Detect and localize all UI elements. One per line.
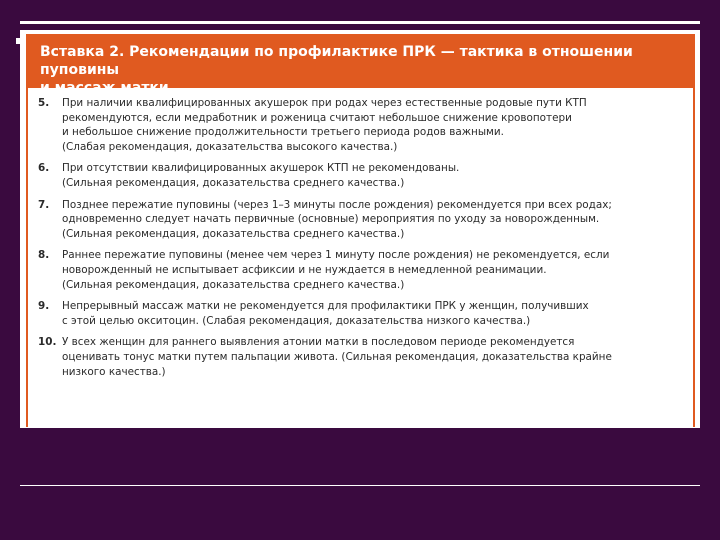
recommendation-text-line: с этой целью окситоцин. (Слабая рекомендация, доказательства низкого качества.) [62, 314, 531, 327]
recommendation-text-line: (Сильная рекомендация, доказательства среднего качества.) [62, 227, 405, 240]
recommendation-text-line: У всех женщин для раннего выявления атонии матки в последовом периоде рекомендуется [62, 336, 575, 349]
bullet-marker [16, 38, 22, 44]
recommendation-text [62, 248, 679, 292]
recommendations-list [28, 88, 693, 379]
recommendation-text-line: (Сильная рекомендация, доказательства среднего качества.) [62, 176, 405, 189]
recommendation-text [62, 161, 679, 190]
recommendation-text-line: Раннее пережатие пуповины (менее чем через 1 минуту после рождения) не рекомендуется, если [62, 249, 610, 262]
recommendation-number: 6. [38, 162, 50, 175]
recommendation-text-line: (Слабая рекомендация, доказательства высокого качества.) [62, 140, 398, 153]
recommendation-text-line: Непрерывный массаж матки не рекомендуется для профилактики ПРК у женщин, получивших [62, 300, 589, 313]
recommendation-text-line: При отсутствии квалифицированных акушерок КТП не рекомендованы. [62, 162, 460, 175]
recommendation-text-line: При наличии квалифицированных акушерок при родах через естественные родовые пути КТП [62, 97, 587, 109]
recommendations-box [26, 34, 695, 427]
recommendation-text [62, 299, 679, 328]
recommendation-item [38, 299, 679, 328]
recommendation-text-line: новорожденный не испытывает асфиксии и не нуждается в немедленной реанимации. [62, 263, 547, 276]
recommendation-item [38, 335, 679, 379]
recommendation-number: 7. [38, 198, 50, 211]
recommendation-item [38, 198, 679, 242]
recommendation-text-line: рекомендуются, если медработник и роженица считают небольшое снижение кровопотери [62, 111, 572, 124]
recommendation-text-line: Позднее пережатие пуповины (через 1–3 минуты после рождения) рекомендуется при всех родах; [62, 198, 612, 211]
recommendation-text-line: и небольшое снижение продолжительности третьего периода родов важными. [62, 126, 504, 139]
recommendation-item [38, 248, 679, 292]
recommendation-text-line: оценивать тонус матки путем пальпации живота. (Сильная рекомендация, доказательства крайне [62, 350, 612, 363]
recommendation-text-line: (Сильная рекомендация, доказательства среднего качества.) [62, 278, 405, 291]
recommendation-text-line: низкого качества.) [62, 365, 166, 378]
box-title-line-1: Вставка 2. Рекомендации по профилактике ПРК — тактика в отношении пуповины [40, 44, 633, 78]
recommendation-text [62, 96, 679, 154]
top-divider-line [20, 21, 700, 24]
recommendation-number: 10. [38, 336, 57, 349]
recommendation-item [38, 96, 679, 154]
box-title-line-2: и массаж матки [40, 80, 169, 96]
recommendation-text [62, 198, 679, 242]
recommendation-number: 9. [38, 300, 50, 313]
recommendation-item [38, 161, 679, 190]
bottom-divider-line [20, 485, 700, 486]
recommendation-text-line: одновременно следует начать первичные (основные) мероприятия по уходу за новорожденным. [62, 213, 600, 226]
recommendation-number: 8. [38, 249, 50, 262]
box-header [28, 34, 693, 96]
recommendation-text [62, 335, 679, 379]
recommendation-number: 5. [38, 97, 50, 109]
